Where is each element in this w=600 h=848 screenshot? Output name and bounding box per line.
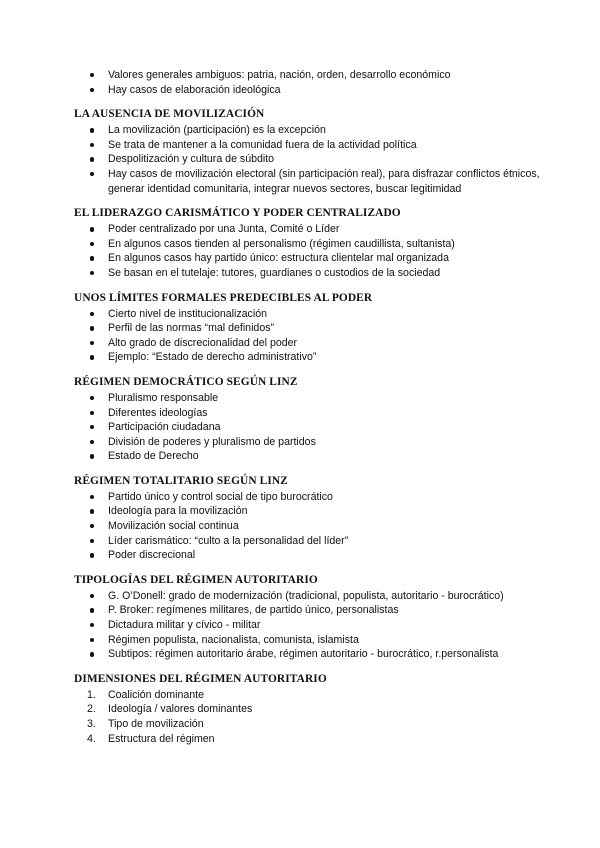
list-item: P. Broker: regímenes militares, de partido único, personalistas [74, 603, 540, 618]
list-item: Coalición dominante [108, 688, 204, 701]
bullet-list [74, 222, 540, 280]
sections-container [74, 107, 540, 746]
bullet-list [74, 307, 540, 365]
section [74, 206, 540, 280]
intro-bullet-list [74, 68, 540, 97]
list-item: Líder carismático: “culto a la personalidad del líder” [74, 534, 540, 549]
list-item: La movilización (participación) es la excepción [74, 123, 540, 138]
list-item: Ideología / valores dominantes [108, 703, 253, 716]
list-item: Hay casos de movilización electoral (sin participación real), para disfrazar conflictos étnicos, generar identidad comunitaria, integrar nuevos sectores, buscar legitimidad [74, 167, 540, 196]
section [74, 573, 540, 662]
list-item: G. O’Donell: grado de modernización (tradicional, populista, autoritario - burocrático) [74, 589, 540, 604]
section [74, 291, 540, 365]
list-item: Partido único y control social de tipo burocrático [74, 490, 540, 505]
list-item: Cierto nivel de institucionalización [74, 307, 540, 322]
list-item: Subtipos: régimen autoritario árabe, régimen autoritario - burocrático, r.personalista [74, 647, 540, 662]
list-item: Se basan en el tutelaje: tutores, guardianes o custodios de la sociedad [74, 266, 540, 281]
section [74, 672, 540, 746]
list-item: Se trata de mantener a la comunidad fuera de la actividad política [74, 138, 540, 153]
list-item: En algunos casos tienden al personalismo (régimen caudillista, sultanista) [74, 237, 540, 252]
list-item: División de poderes y pluralismo de partidos [74, 435, 540, 450]
section-heading: RÉGIMEN TOTALITARIO SEGÚN LINZ [74, 474, 288, 487]
section-heading: TIPOLOGÍAS DEL RÉGIMEN AUTORITARIO [74, 573, 318, 586]
section-heading: DIMENSIONES DEL RÉGIMEN AUTORITARIO [74, 672, 327, 685]
list-item: Dictadura militar y cívico - militar [74, 618, 540, 633]
list-item: Pluralismo responsable [74, 391, 540, 406]
section-heading: RÉGIMEN DEMOCRÁTICO SEGÚN LINZ [74, 375, 298, 388]
intro-list-item: Hay casos de elaboración ideológica [74, 83, 540, 98]
list-item: Poder centralizado por una Junta, Comité o Líder [74, 222, 540, 237]
list-item: Ejemplo: “Estado de derecho administrativo” [74, 350, 540, 365]
bullet-list [74, 490, 540, 563]
section [74, 375, 540, 464]
list-item: Alto grado de discrecionalidad del poder [74, 336, 540, 351]
bullet-list [74, 123, 540, 196]
list-item: Poder discrecional [74, 548, 540, 563]
bullet-list [74, 589, 540, 662]
bullet-list [74, 391, 540, 464]
section-heading: LA AUSENCIA DE MOVILIZACIÓN [74, 108, 265, 121]
section [74, 474, 540, 563]
intro-list-item: Valores generales ambiguos: patria, nación, orden, desarrollo económico [74, 68, 540, 83]
numbered-list [74, 688, 540, 746]
list-item: Movilización social continua [74, 519, 540, 534]
list-item: Diferentes ideologías [74, 406, 540, 421]
list-item: En algunos casos hay partido único: estructura clientelar mal organizada [74, 251, 540, 266]
list-item: Estructura del régimen [108, 732, 215, 745]
list-item: Participación ciudadana [74, 420, 540, 435]
list-item: Ideología para la movilización [74, 504, 540, 519]
list-item: Tipo de movilización [108, 718, 204, 730]
list-item: Despolitización y cultura de súbdito [74, 152, 540, 167]
list-item: Régimen populista, nacionalista, comunista, islamista [74, 633, 540, 648]
list-item: Estado de Derecho [74, 449, 540, 464]
section-heading: EL LIDERAZGO CARISMÁTICO Y PODER CENTRALIZADO [74, 207, 401, 220]
section-heading: UNOS LÍMITES FORMALES PREDECIBLES AL PODER [74, 291, 373, 304]
section [74, 107, 540, 196]
list-item: Perfil de las normas “mal definidos” [74, 321, 540, 336]
